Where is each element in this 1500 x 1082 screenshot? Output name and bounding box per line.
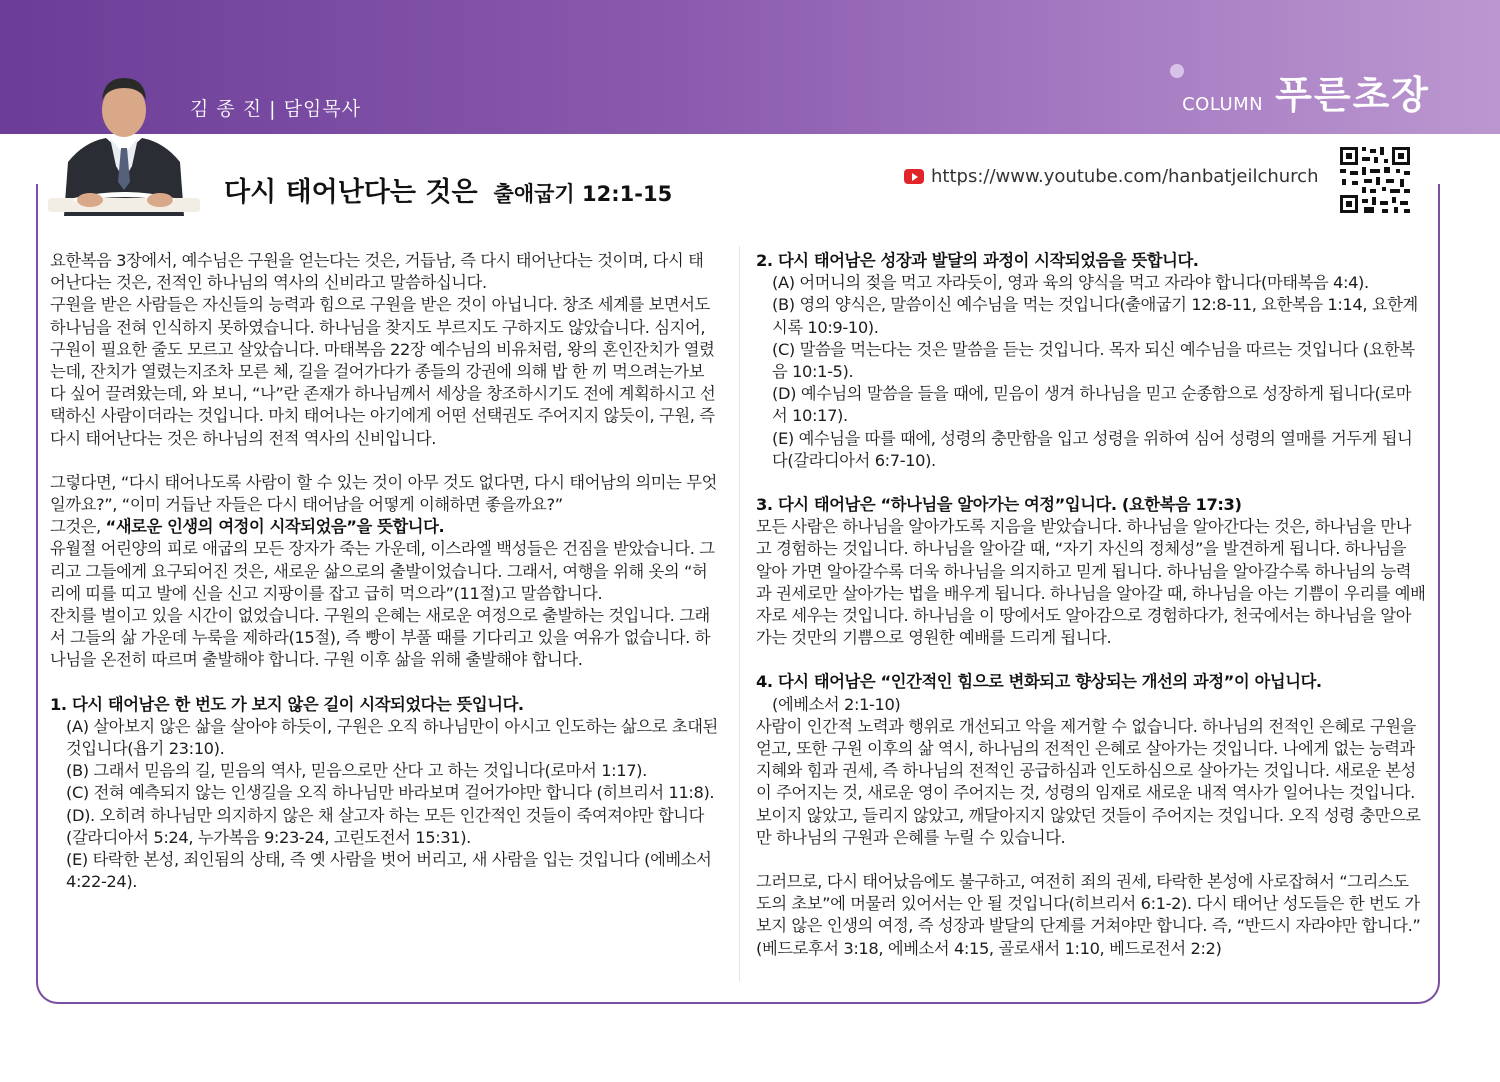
list-item: (E) 예수님을 따를 때에, 성령의 충만함을 입고 성령을 위하여 심어 성령의 열매를 거두게 됩니다(갈라디아서 6:7-10). <box>772 428 1413 470</box>
column-title: 푸른초장 <box>1275 73 1430 117</box>
emphasis-text: “새로운 인생의 여정이 시작되었음”을 뜻합니다. <box>105 517 445 537</box>
column-divider <box>739 246 740 981</box>
dot-icon <box>1170 64 1184 78</box>
author-name: 김 종 진 | 담임목사 <box>190 98 362 120</box>
paragraph: 잔치를 벌이고 있을 시간이 없었습니다. 구원의 은혜는 새로운 여정으로 출발하는 것입니다. 그래서 그들의 삶 가운데 누룩을 제하라(15절), 즉 빵이 부풀 때를 기다리고 있을 여유가 없습니다. 하나님을 온전히 따르며 출발해야 합니다. 구원 이후 삶을 위해 출발해야 합니다. <box>50 606 711 670</box>
list-item: (B) 그래서 믿음의 길, 믿음의 역사, 믿음으로만 산다 고 하는 것입니다(로마서 1:17). <box>66 761 647 781</box>
paragraph: 사람이 인간적 노력과 행위로 개선되고 악을 제거할 수 없습니다. 하나님의 전적인 은혜로 구원을 얻고, 또한 구원 이후의 삶 역시, 하나님의 전적인 은혜로 살아가는 것입니다. 나에게 없는 능력과 지혜와 힘과 권세, 즉 하나님의 전적인 공급하심과 인도하심으로 살아가는 것입니다. 새로운 본성이 주어지는 것, 새로운 영이 주어지는 것, 성령의 임재로 새로운 내적 역사가 일어나는 것입니다. 보이지 않았고, 들리지 않았고, 깨달아지지 않았던 것들이 주어지는 것입니다. 오직 성령 충만으로만 하나님의 구원과 은혜를 누릴 수 있습니다. <box>756 716 1421 847</box>
column-small-label: COLUMN <box>1182 94 1264 115</box>
left-column <box>50 250 718 893</box>
list-item: (A) 살아보지 않은 삶을 살아야 하듯이, 구원은 오직 하나님만이 아시고 인도하는 삶으로 초대된 것입니다(욥기 23:10). <box>66 716 718 759</box>
list-item: (D) 예수님의 말씀을 들을 때에, 믿음이 생겨 하나님을 믿고 순종함으로 성장하게 됩니다(로마서 10:17). <box>772 384 1412 426</box>
list-item: (E) 타락한 본성, 죄인됨의 상태, 즉 옛 사람을 벗어 버리고, 새 사람을 입는 것입니다 (에베소서 4:22-24). <box>66 850 712 892</box>
paragraph: 그렇다면, “다시 태어나도록 사람이 할 수 있는 것이 아무 것도 없다면, 다시 태어남의 의미는 무엇일까요?”, “이미 거듭난 자들은 다시 태어남을 어떻게 이해하면 좋을까요?” <box>50 472 717 515</box>
section-heading: 3. 다시 태어남은 “하나님을 알아가는 여정”입니다. (요한복음 17:3) <box>756 495 1242 515</box>
section-heading: 1. 다시 태어남은 한 번도 가 보지 않은 길이 시작되었다는 뜻입니다. <box>50 694 524 714</box>
text-run: 그것은, <box>50 517 106 537</box>
paragraph: 요한복음 3장에서, 예수님은 구원을 얻는다는 것은, 거듭남, 즉 다시 태어난다는 것이며, 다시 태어난다는 것은, 전적인 하나님의 역사의 신비라고 말씀하십니다. <box>50 251 704 293</box>
section-reference: (에베소서 2:1-10) <box>772 694 901 714</box>
right-column <box>756 250 1426 960</box>
paragraph: 구원을 받은 사람들은 자신들의 능력과 힘으로 구원을 받은 것이 아닙니다. 창조 세계를 보면서도 하나님을 전혀 인식하지 못하였습니다. 하나님을 찾지도 부르지도 구하지도 않았습니다. 심지어, 구원이 필요한 줄도 모르고 살았습니다. 마태복음 22장 예수님의 비유처럼, 왕의 혼인잔치가 열렸는데, 잔치가 열렸는지조차 모른 체, 길을 걸어가다가 종들의 강권에 의해 밥 한 끼 먹으려는가보다 싶어 끌려왔는데, 와 보니, “나”란 존재가 하나님께서 세상을 창조하시기도 전에 계획하시고 선택하신 사람이더라는 것입니다. 마치 태어나는 아기에게 어떤 선택권도 주어지지 않듯이, 구원, 즉 다시 태어난다는 것은 하나님의 전적 역사의 신비입니다. <box>50 295 716 448</box>
youtube-url[interactable]: https://www.youtube.com/hanbatjeilchurch <box>931 166 1319 187</box>
section-heading: 4. 다시 태어남은 “인간적인 힘으로 변화되고 향상되는 개선의 과정”이 아닙니다. <box>756 672 1322 692</box>
conclusion-paragraph: 그러므로, 다시 태어났음에도 불구하고, 여전히 죄의 권세, 타락한 본성에 사로잡혀서 “그리스도 도의 초보”에 머물러 있어서는 안 될 것입니다(히브리서 6:1-2). 다시 태어난 성도들은 한 번도 가보지 않은 인생의 여정, 즉 성장과 발달의 단계를 거쳐야만 합니다. 즉, “반드시 자라야만 합니다.” (베드로후서 3:18, 에베소서 4:15, 골로새서 1:10, 베드로전서 2:2) <box>756 872 1421 958</box>
paragraph <box>50 516 718 538</box>
youtube-icon <box>904 169 924 184</box>
list-item: (B) 영의 양식은, 말씀이신 예수님을 먹는 것입니다(출애굽기 12:8-11, 요한복음 1:14, 요한계시록 10:9-10). <box>772 295 1418 337</box>
paragraph: 유월절 어린양의 피로 애굽의 모든 장자가 죽는 가운데, 이스라엘 백성들은 건짐을 받았습니다. 그리고 그들에게 요구되어진 것은, 새로운 삶으로의 출발이었습니다. 그래서, 여행을 위해 옷의 “허리에 띠를 띠고 발에 신을 신고 지팡이를 잡고 급히 먹으라”(11절)고 말씀합니다. <box>50 539 715 603</box>
page-title: 다시 태어난다는 것은 <box>224 177 478 208</box>
list-item: (C) 전혀 예측되지 않는 인생길을 오직 하나님만 바라보며 걸어가야만 합니다 (히브리서 11:8). <box>66 783 715 803</box>
column-label <box>1182 64 1430 119</box>
section-heading: 2. 다시 태어남은 성장과 발달의 과정이 시작되었음을 뜻합니다. <box>756 251 1199 270</box>
paragraph: 모든 사람은 하나님을 알아가도록 지음을 받았습니다. 하나님을 알아간다는 것은, 하나님을 만나고 경험하는 것입니다. 하나님을 알아갈 때, “자기 자신의 정체성”을 발견하게 됩니다. 하나님을 알아 가면 알아갈수록 더욱 하나님을 의지하고 믿게 됩니다. 하나님을 알아갈수록 하나님의 능력과 권세로만 살아가는 법을 배우게 됩니다. 하나님을 알아갈 때, 하나님을 아는 기쁨이 우리를 예배자로 세우는 것입니다. 하나님을 이 땅에서도 알아감으로 경험하다가, 천국에서는 하나님을 알아가는 것만의 기쁨으로 영원한 예배를 드리게 됩니다. <box>756 517 1426 648</box>
list-item: (A) 어머니의 젖을 먹고 자라듯이, 영과 육의 양식을 먹고 자라야 합니다(마태복음 4:4). <box>772 273 1369 293</box>
scripture-reference: 출애굽기 12:1-15 <box>493 182 673 206</box>
list-item: (D). 오히려 하나님만 의지하지 않은 채 살고자 하는 모든 인간적인 것들이 죽여져야만 합니다(갈라디아서 5:24, 누가복음 9:23-24, 고린도전서 15:31). <box>66 805 704 847</box>
list-item: (C) 말씀을 먹는다는 것은 말씀을 듣는 것입니다. 목자 되신 예수님을 따르는 것입니다 (요한복음 10:1-5). <box>772 339 1415 382</box>
